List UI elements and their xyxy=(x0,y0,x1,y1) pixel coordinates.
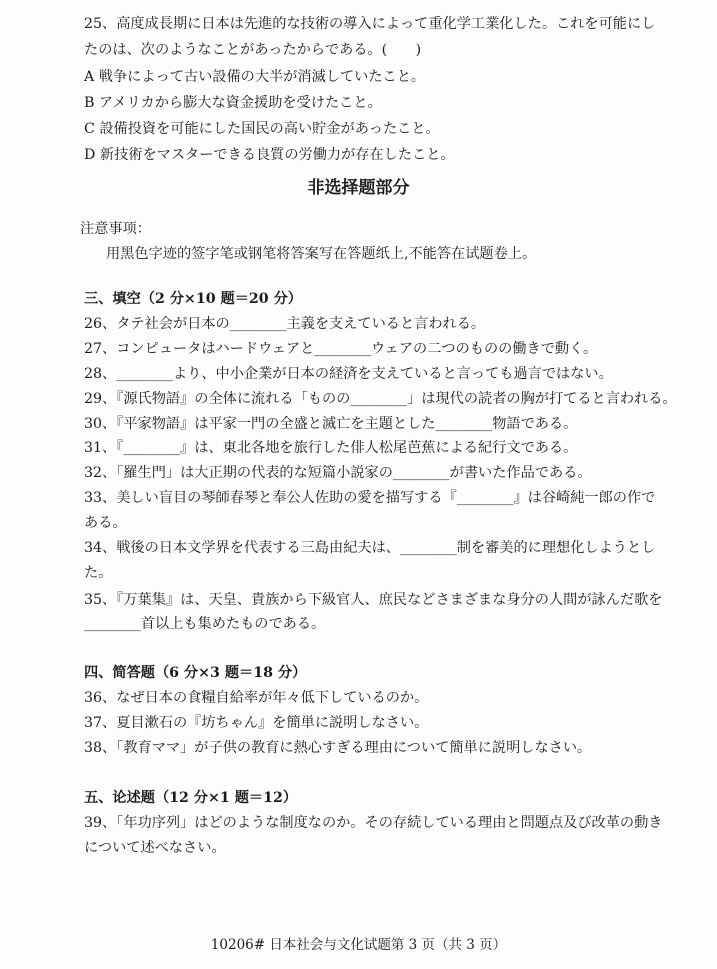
short-heading: 四、简答题（6 分×3 题＝18 分） xyxy=(84,665,307,681)
q31: 31、『________』は、東北各地を旅行した俳人松尾芭蕉による紀行文である。 xyxy=(84,440,578,456)
notice-text: 用黑色字迹的签字笔或钢笔将答案写在答题纸上,不能答在试题卷上。 xyxy=(106,246,537,262)
q35-line1: 35、『万葉集』は、天皇、貴族から下級官人、庶民などさまざまな身分の人間が詠んだ歌を xyxy=(84,592,663,608)
option-a: A 戦争によって古い設備の大半が消滅していたこと。 xyxy=(84,69,426,85)
option-d: D 新技術をマスターできる良質の労働力が存在したこと。 xyxy=(84,147,455,163)
q27: 27、コンピュータはハードウェアと________ウェアの二つのものの働きで動く。 xyxy=(84,341,598,357)
q39-line1: 39、「年功序列」はどのような制度なのか。その存続している理由と問題点及び改革の動き xyxy=(84,815,663,831)
q28: 28、________より、中小企業が日本の経済を支えていると言っても過言ではない。 xyxy=(84,366,613,382)
q26: 26、タテ社会が日本の________主義を支えていると言われる。 xyxy=(84,316,486,332)
essay-heading: 五、论述题（12 分×1 题＝12） xyxy=(84,790,298,806)
q32: 32、「羅生門」は大正期の代表的な短篇小説家の________が書いた作品である。 xyxy=(84,465,592,481)
q39-line2: について述べなさい。 xyxy=(84,840,226,856)
notice-heading: 注意事项： xyxy=(80,221,151,237)
part-title: 非选择题部分 xyxy=(307,178,410,198)
fill-heading: 三、填空（2 分×10 题＝20 分） xyxy=(84,291,302,307)
q34-line1: 34、戦後の日本文学界を代表する三島由紀夫は、________制を審美的に理想化しようとし xyxy=(84,540,656,556)
q34-line2: た。 xyxy=(84,565,113,581)
q30: 30、『平家物語』は平家一門の全盛と滅亡を主題とした________物語である。 xyxy=(84,416,578,432)
q33-line1: 33、美しい盲目の琴師春琴と奉公人佐助の愛を描写する『________』は谷崎純一郎の作で xyxy=(84,490,656,506)
q25-line2: たのは、次のようなことがあったからである。( ) xyxy=(84,42,422,58)
q37: 37、夏目漱石の『坊ちゃん』を簡単に説明しなさい。 xyxy=(84,715,429,731)
q36: 36、なぜ日本の食糧自給率が年々低下しているのか。 xyxy=(84,690,429,706)
q25-line1: 25、高度成長期に日本は先進的な技術の導入によって重化学工業化した。これを可能にし xyxy=(84,16,656,32)
q38: 38、「教育ママ」が子供の教育に熱心すぎる理由について簡単に説明しなさい。 xyxy=(84,740,592,756)
q33-line2: ある。 xyxy=(84,515,127,531)
q35-line2: ________首以上も集めたものである。 xyxy=(84,616,326,632)
option-c: C 設備投資を可能にした国民の高い貯金があったこと。 xyxy=(84,121,440,137)
option-b: B アメリカから膨大な資金援助を受けたこと。 xyxy=(84,95,382,111)
q29: 29、『源氏物語』の全体に流れる「ものの________」は現代の読者の胸が打てると言われる。 xyxy=(84,391,677,407)
page-footer: 10206# 日本社会与文化试题第 3 页（共 3 页） xyxy=(210,937,507,953)
